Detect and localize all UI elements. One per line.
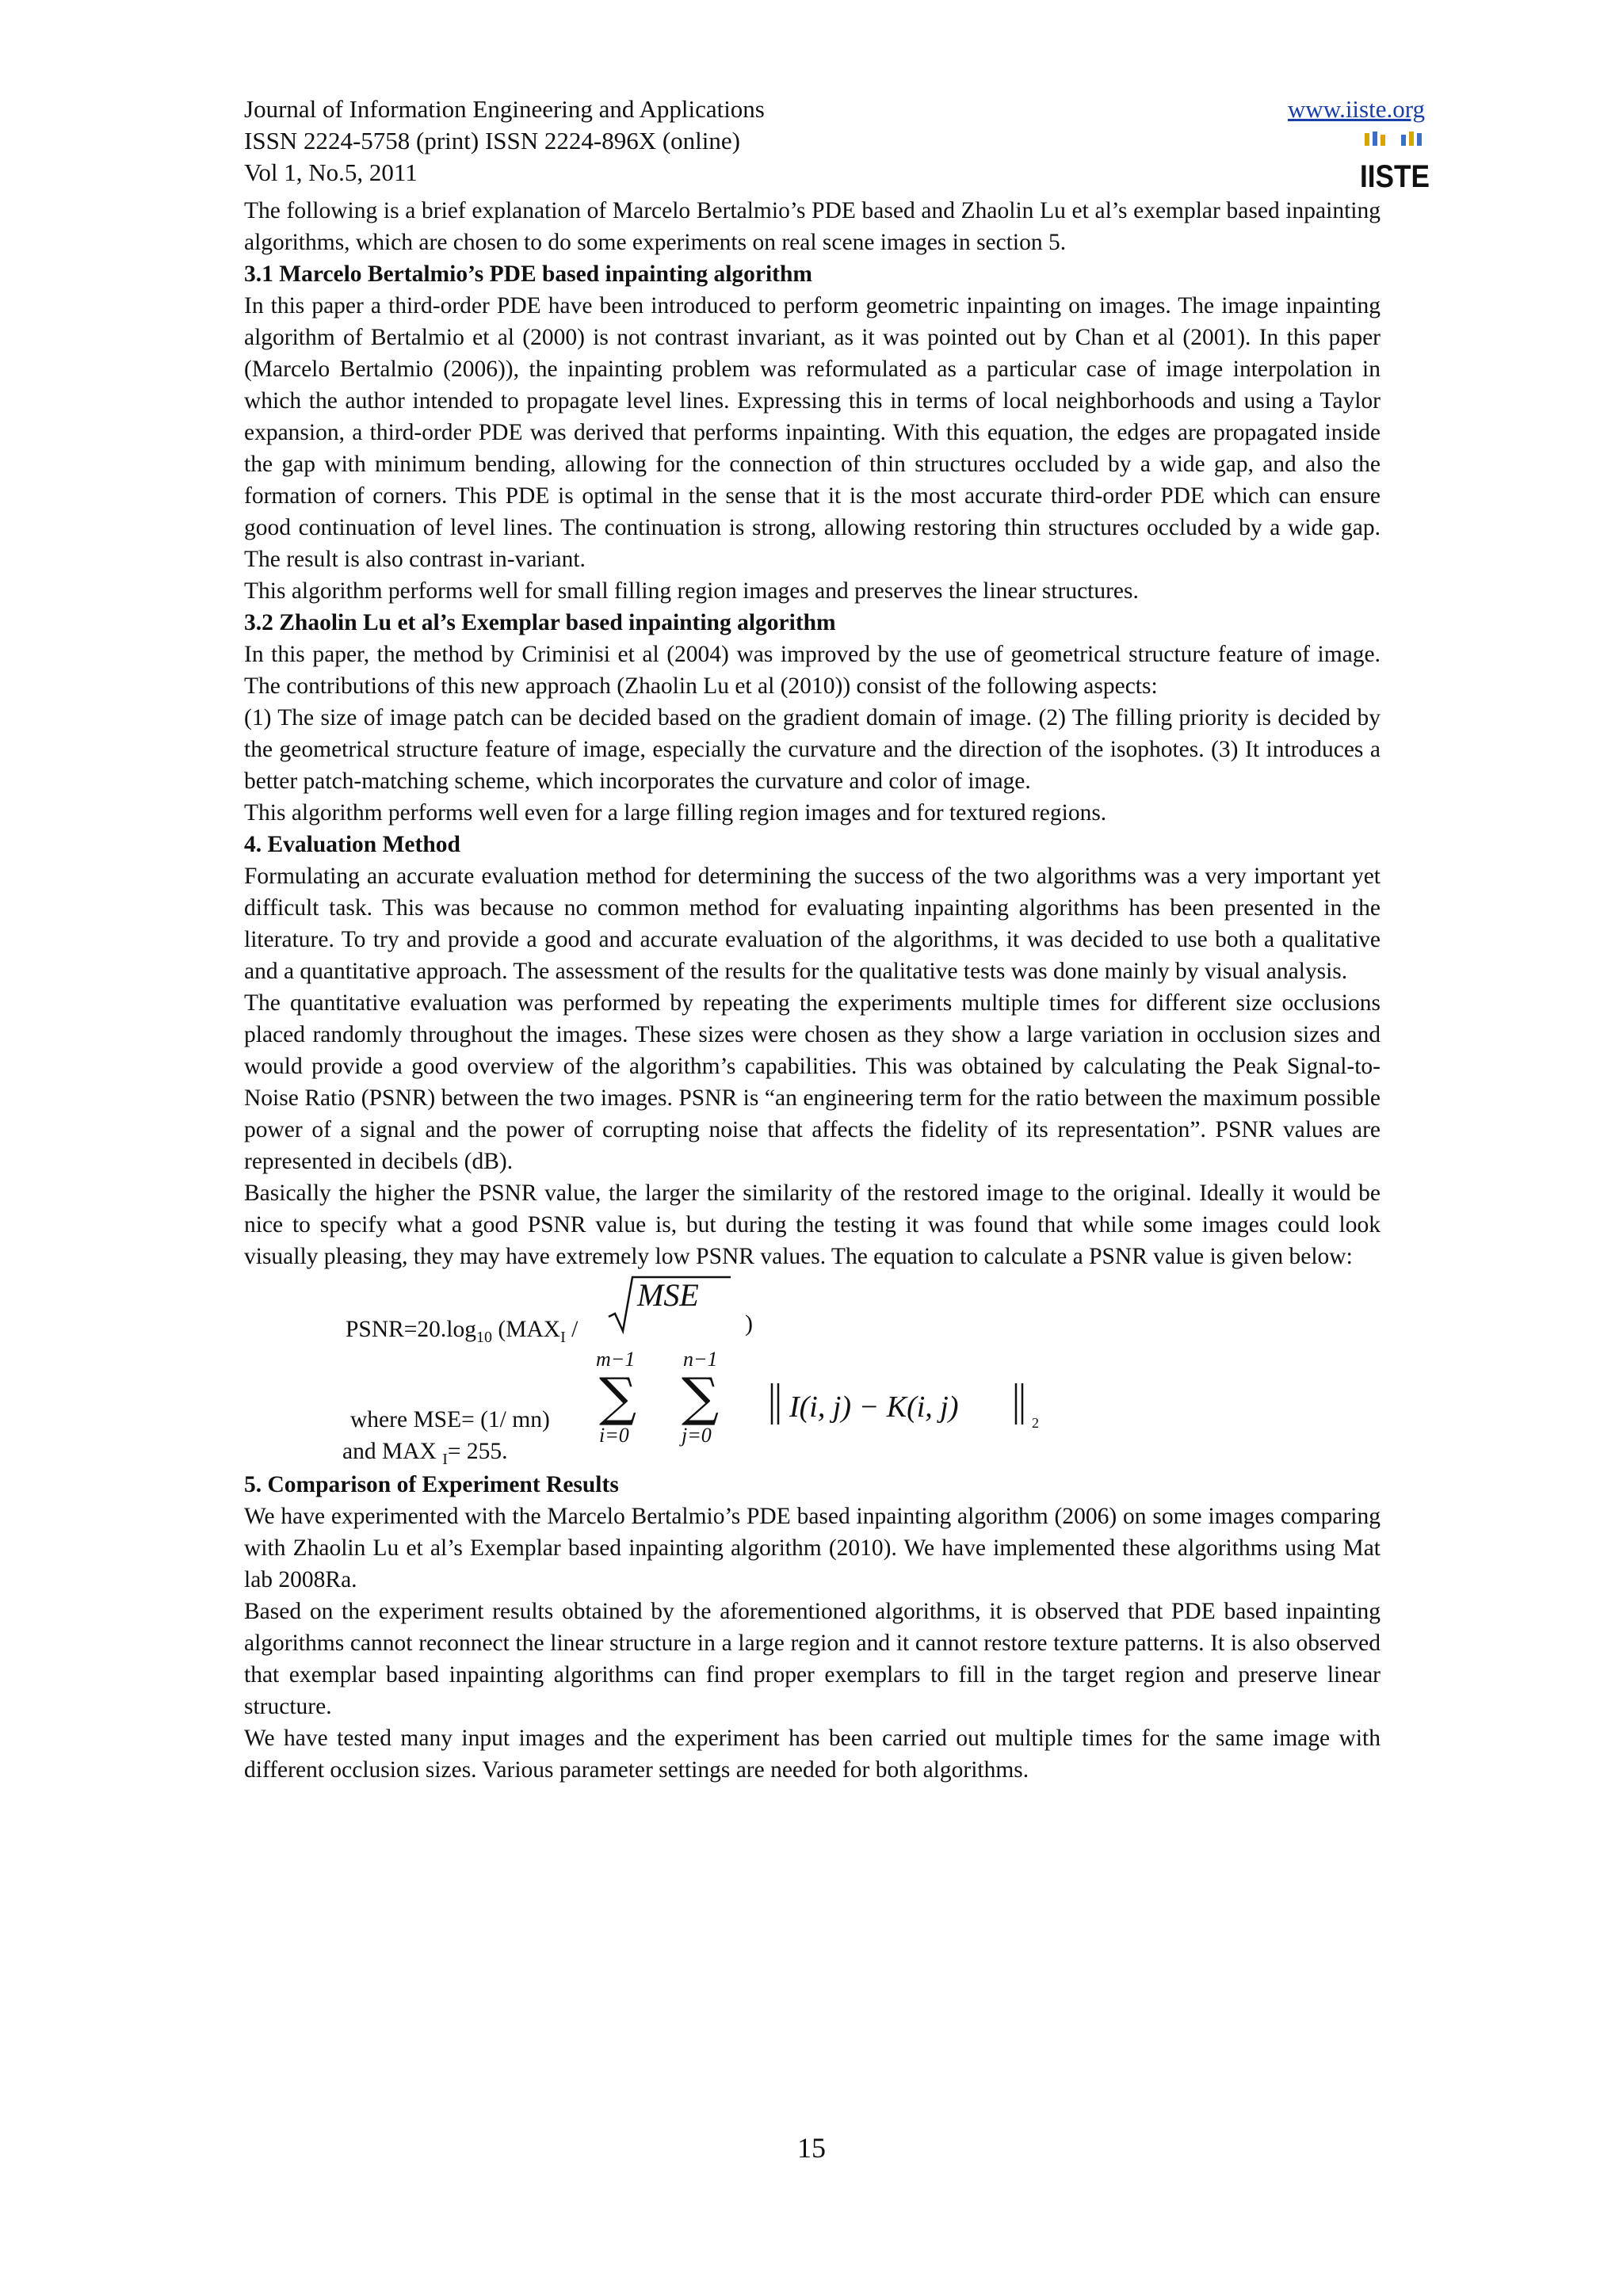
sum1-upper-limit: m−1 (596, 1348, 636, 1371)
section-4-paragraph-1: Formulating an accurate evaluation method for determining the success of the two algorithms was a very important yet difficult task. This was because no common method for evaluating inpainting algorithms has been presented in the literature. To try and provide a good and accurate evaluation of the algorithms, it was decided to use both a qualitative and a quantitative approach. The assessment of the results for the qualitative tests was done mainly by visual analysis. (244, 864, 1381, 984)
sum2-sigma: ∑ (682, 1367, 720, 1428)
psnr-close-paren: ) (745, 1310, 753, 1337)
journal-url-link[interactable]: www.iiste.org (1287, 95, 1425, 123)
section-3-2-paragraph-1: In this paper, the method by Criminisi et al (2004) was improved by the use of geometrical structure feature of image. The contributions of this new approach (Zhaolin Lu et al (2010)) consist of the following aspects: (244, 642, 1381, 699)
article-body (244, 195, 1381, 1786)
iiste-logo (1357, 128, 1433, 195)
psnr-formula (244, 1272, 1381, 1469)
norm-exponent: 2 (1032, 1415, 1039, 1431)
section-5-paragraph-1: We have experimented with the Marcelo Bertalmio’s PDE based inpainting algorithm (2006) on some images comparing with Zhaolin Lu et al’s Exemplar based inpainting algorithm (2010). We have implemented these algorithms using Mat lab 2008Ra. (244, 1504, 1381, 1592)
section-3-1-paragraph-1: In this paper a third-order PDE have been introduced to perform geometric inpainting on images. The image inpainting algorithm of Bertalmio et al (2000) is not contrast invariant, as it was pointed out by Chan et al (2001). In this paper (Marcelo Bertalmio (2006)), the inpainting problem was reformulated as a particular case of image interpolation in which the author intended to propagate level lines. Expressing this in terms of local neighborhoods and using a Taylor expansion, a third-order PDE was derived that performs inpainting. With this equation, the edges are propagated inside the gap with minimum bending, allowing for the connection of thin structures occluded by a wide gap, and also the formation of corners. This PDE is optimal in the sense that it is the most accurate third-order PDE which can ensure good continuation of level lines. The continuation is strong, allowing restoring thin structures occluded by a wide gap. The result is also contrast in-variant. (244, 293, 1381, 572)
sum2-lower-limit: j=0 (682, 1424, 712, 1447)
psnr-equation: $PSNR=20.\log_{10}$ ($MAX_I$ / (346, 1317, 579, 1346)
issn-line: ISSN 2224-5758 (print) ISSN 2224-896X (online) (244, 127, 740, 154)
logo-text: IISTE (1360, 159, 1430, 194)
sum1-sigma: ∑ (599, 1367, 637, 1428)
mse-definition: where MSE= (1/ mn) (350, 1407, 550, 1432)
section-5-heading: 5. Comparison of Experiment Results (244, 1472, 619, 1497)
page-header (244, 93, 1433, 189)
section-3-1-heading: 3.1 Marcelo Bertalmio’s PDE based inpainting algorithm (244, 261, 812, 287)
sum2-upper-limit: n−1 (683, 1348, 718, 1371)
sum1-lower-limit: i=0 (599, 1424, 629, 1447)
section-3-1-paragraph-2: This algorithm performs well for small filling region images and preserves the linear structures. (244, 578, 1139, 604)
sqrt-argument: MSE (637, 1277, 699, 1313)
volume-line: Vol 1, No.5, 2011 (244, 158, 418, 186)
section-3-2-paragraph-3: This algorithm performs well even for a large filling region images and for textured regions. (244, 800, 1107, 826)
section-3-2-paragraph-2: (1) The size of image patch can be decided based on the gradient domain of image. (2) The filling priority is decided by the geometrical structure feature of image, especially the curvature and the direction of the isophotes. (3) It introduces a better patch-matching scheme, which incorporates the curvature and color of image. (244, 705, 1381, 794)
section-5-paragraph-3: We have tested many input images and the experiment has been carried out multiple times for the same image with different occlusion sizes. Various parameter settings are needed for both algorithms. (244, 1726, 1381, 1783)
section-3-2-heading: 3.2 Zhaolin Lu et al’s Exemplar based inpainting algorithm (244, 610, 836, 635)
section-4-paragraph-3: Basically the higher the PSNR value, the larger the similarity of the restored image to the original. Ideally it would be nice to specify what a good PSNR value is, but during the testing it was found that while some images could look visually pleasing, they may have extremely low PSNR values. The equation to calculate a PSNR value is given below: (244, 1180, 1381, 1269)
page-number: 15 (797, 2132, 826, 2164)
section-5-paragraph-2: Based on the experiment results obtained by the aforementioned algorithms, it is observed that PDE based inpainting algorithms cannot reconnect the linear structure in a large region and it cannot restore texture patterns. It is also observed that exemplar based inpainting algorithms can find proper exemplars to fill in the target region and preserve linear structure. (244, 1599, 1381, 1719)
norm-body: I(i, j) − K(i, j) (789, 1390, 959, 1424)
journal-title: Journal of Information Engineering and Applications (244, 95, 765, 123)
section-4-paragraph-2: The quantitative evaluation was performed by repeating the experiments multiple times for different size occlusions placed randomly throughout the images. These sizes were chosen as they show a large variation in occlusion sizes and would provide a good overview of the algorithm’s capabilities. This was obtained by calculating the Peak Signal-to-Noise Ratio (PSNR) between the two images. PSNR is “an engineering term for the ratio between the maximum possible power of a signal and the power of corrupting noise that affects the fidelity of its representation”. PSNR values are represented in decibels (dB). (244, 990, 1381, 1174)
section-4-heading: 4. Evaluation Method (244, 832, 460, 857)
max-definition: and MAX $_I$= 255. (342, 1439, 508, 1468)
intro-paragraph: The following is a brief explanation of Marcelo Bertalmio’s PDE based and Zhaolin Lu et al’s exemplar based inpainting algorithms, which are chosen to do some experiments on real scene images in section 5. (244, 198, 1381, 255)
